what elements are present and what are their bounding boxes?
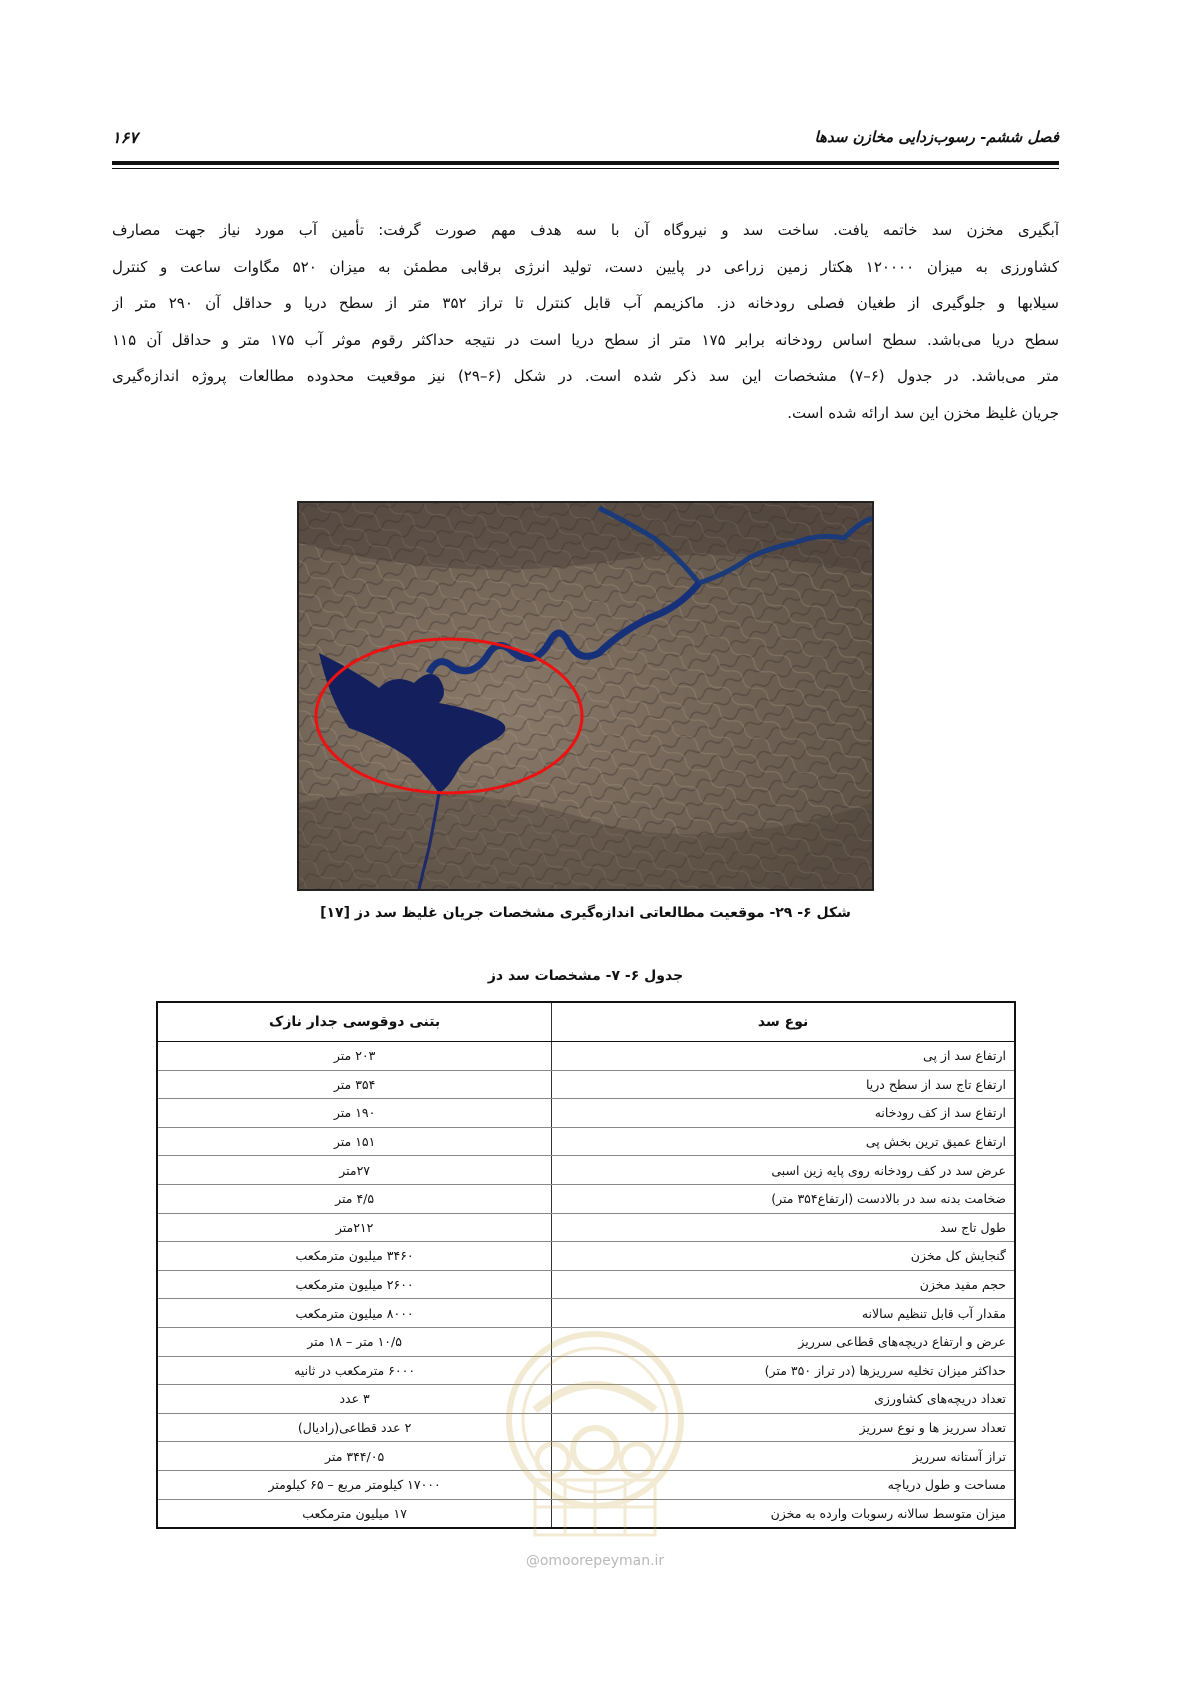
value-cell: ۸۰۰۰ میلیون مترمکعب xyxy=(157,1299,552,1328)
param-cell: ارتفاع تاج سد از سطح دریا xyxy=(552,1070,1015,1099)
value-cell: ۱۹۰ متر xyxy=(157,1099,552,1128)
param-cell: حجم مفید مخزن xyxy=(552,1270,1015,1299)
value-cell: ۳۴۴/۰۵ متر xyxy=(157,1442,552,1471)
figure-caption: شکل ۶- ۲۹- موقعیت مطالعاتی اندازه‌گیری مشخصات جریان غلیظ سد دز [۱۷] xyxy=(320,905,851,921)
paragraph-line: متر می‌باشد. در جدول (۶–۷) مشخصات این سد ذکر شده است. در شکل (۶–۲۹) نیز موقعیت محدوده مطالعات پروژه اندازه‌گیری xyxy=(112,367,1059,385)
param-cell: تعداد دریچه‌های کشاورزی xyxy=(552,1385,1015,1414)
value-cell: ۲۰۳ متر xyxy=(157,1042,552,1071)
table-row xyxy=(157,1442,1015,1471)
param-cell: ارتفاع سد از کف رودخانه xyxy=(552,1099,1015,1128)
paragraph-line: سیلابها و جلوگیری از طغیان فصلی رودخانه دز. ماکزیمم آب قابل کنترل تا تراز ۳۵۲ متر از سطح دریا و حداقل آن ۲۹۰ متر از xyxy=(112,294,1059,312)
table-row xyxy=(157,1413,1015,1442)
value-cell: ۲۱۲متر xyxy=(157,1213,552,1242)
value-cell: ۴/۵ متر xyxy=(157,1184,552,1213)
table-row xyxy=(157,1184,1015,1213)
table-row xyxy=(157,1213,1015,1242)
header-value: بتنی دوقوسی جدار نازک xyxy=(157,1002,552,1042)
paragraph-line: جریان غلیظ مخزن این سد ارائه شده است. xyxy=(787,403,1059,422)
value-cell: ۱۷۰۰۰ کیلومتر مربع – ۶۵ کیلومتر xyxy=(157,1470,552,1499)
table-row xyxy=(157,1042,1015,1071)
value-cell: ۲ عدد قطاعی(رادیال) xyxy=(157,1413,552,1442)
value-cell: ۲۶۰۰ میلیون مترمکعب xyxy=(157,1270,552,1299)
table-row xyxy=(157,1470,1015,1499)
param-cell: عرض و ارتفاع دریچه‌های قطاعی سرریز xyxy=(552,1327,1015,1356)
param-cell: ارتفاع سد از پی xyxy=(552,1042,1015,1071)
table-row xyxy=(157,1270,1015,1299)
value-cell: ۳۵۴ متر xyxy=(157,1070,552,1099)
table-row xyxy=(157,1356,1015,1385)
value-cell: ۲۷متر xyxy=(157,1156,552,1185)
header-rule-thin xyxy=(112,168,1059,169)
value-cell: ۱۷ میلیون مترمکعب xyxy=(157,1499,552,1528)
header-param: نوع سد xyxy=(552,1002,1015,1042)
param-cell: تراز آستانه سرریز xyxy=(552,1442,1015,1471)
value-cell: ۱۰/۵ متر – ۱۸ متر xyxy=(157,1327,552,1356)
satellite-image xyxy=(297,501,874,891)
value-cell: ۱۵۱ متر xyxy=(157,1127,552,1156)
table-header-row xyxy=(157,1002,1015,1042)
body-paragraph xyxy=(112,212,1059,431)
param-cell: طول تاج سد xyxy=(552,1213,1015,1242)
table-row xyxy=(157,1327,1015,1356)
value-cell: ۳ عدد xyxy=(157,1385,552,1414)
watermark-site-text: @omoorepeyman.ir xyxy=(525,1553,665,1569)
param-cell: ارتفاع عمیق ترین بخش پی xyxy=(552,1127,1015,1156)
table-row xyxy=(157,1127,1015,1156)
paragraph-line: سطح دریا می‌باشد. سطح اساس رودخانه برابر ۱۷۵ متر از سطح دریا است در نتیجه حداکثر رقوم موثر آب ۱۷۵ متر و حداقل آن ۱۱۵ xyxy=(112,330,1059,349)
paragraph-line: کشاورزی به میزان ۱۲۰۰۰۰ هکتار زمین زراعی در پایین دست، تولید انرژی برقابی مطمئن به میزان ۵۲۰ مگاوات ساعت و کنترل xyxy=(112,257,1059,276)
table-caption: جدول ۶- ۷- مشخصات سد دز xyxy=(487,968,684,984)
param-cell: تعداد سرریز ها و نوع سرریز xyxy=(552,1413,1015,1442)
param-cell: گنجایش کل مخزن xyxy=(552,1242,1015,1271)
page-header xyxy=(112,128,1059,152)
param-cell: حداکثر میزان تخلیه سرریزها (در تراز ۳۵۰ متر) xyxy=(552,1356,1015,1385)
page-number: ۱۶۷ xyxy=(112,128,138,147)
table-row xyxy=(157,1385,1015,1414)
table-row xyxy=(157,1242,1015,1271)
dam-spec-table xyxy=(156,1001,1016,1529)
header-rule-thick xyxy=(112,161,1059,165)
satellite-image-drawing xyxy=(299,503,872,889)
table-row xyxy=(157,1156,1015,1185)
table-row xyxy=(157,1499,1015,1528)
param-cell: میزان متوسط سالانه رسوبات وارده به مخزن xyxy=(552,1499,1015,1528)
param-cell: عرض سد در کف رودخانه روی پایه زین اسبی xyxy=(552,1156,1015,1185)
paragraph-line: آبگیری مخزن سد خاتمه یافت. ساخت سد و نیروگاه آن با سه هدف مهم صورت گرفت: تأمین آب مورد نیاز جهت مصارف xyxy=(112,221,1059,239)
value-cell: ۳۴۶۰ میلیون مترمکعب xyxy=(157,1242,552,1271)
table-row xyxy=(157,1099,1015,1128)
table-row xyxy=(157,1070,1015,1099)
chapter-title: فصل ششم- رسوب‌زدایی مخازن سدها xyxy=(814,128,1059,146)
param-cell: ضخامت بدنه سد در بالادست (ارتفاع۳۵۴ متر) xyxy=(552,1184,1015,1213)
param-cell: مقدار آب قابل تنظیم سالانه xyxy=(552,1299,1015,1328)
value-cell: ۶۰۰۰ مترمکعب در ثانیه xyxy=(157,1356,552,1385)
table-row xyxy=(157,1299,1015,1328)
param-cell: مساحت و طول دریاچه xyxy=(552,1470,1015,1499)
